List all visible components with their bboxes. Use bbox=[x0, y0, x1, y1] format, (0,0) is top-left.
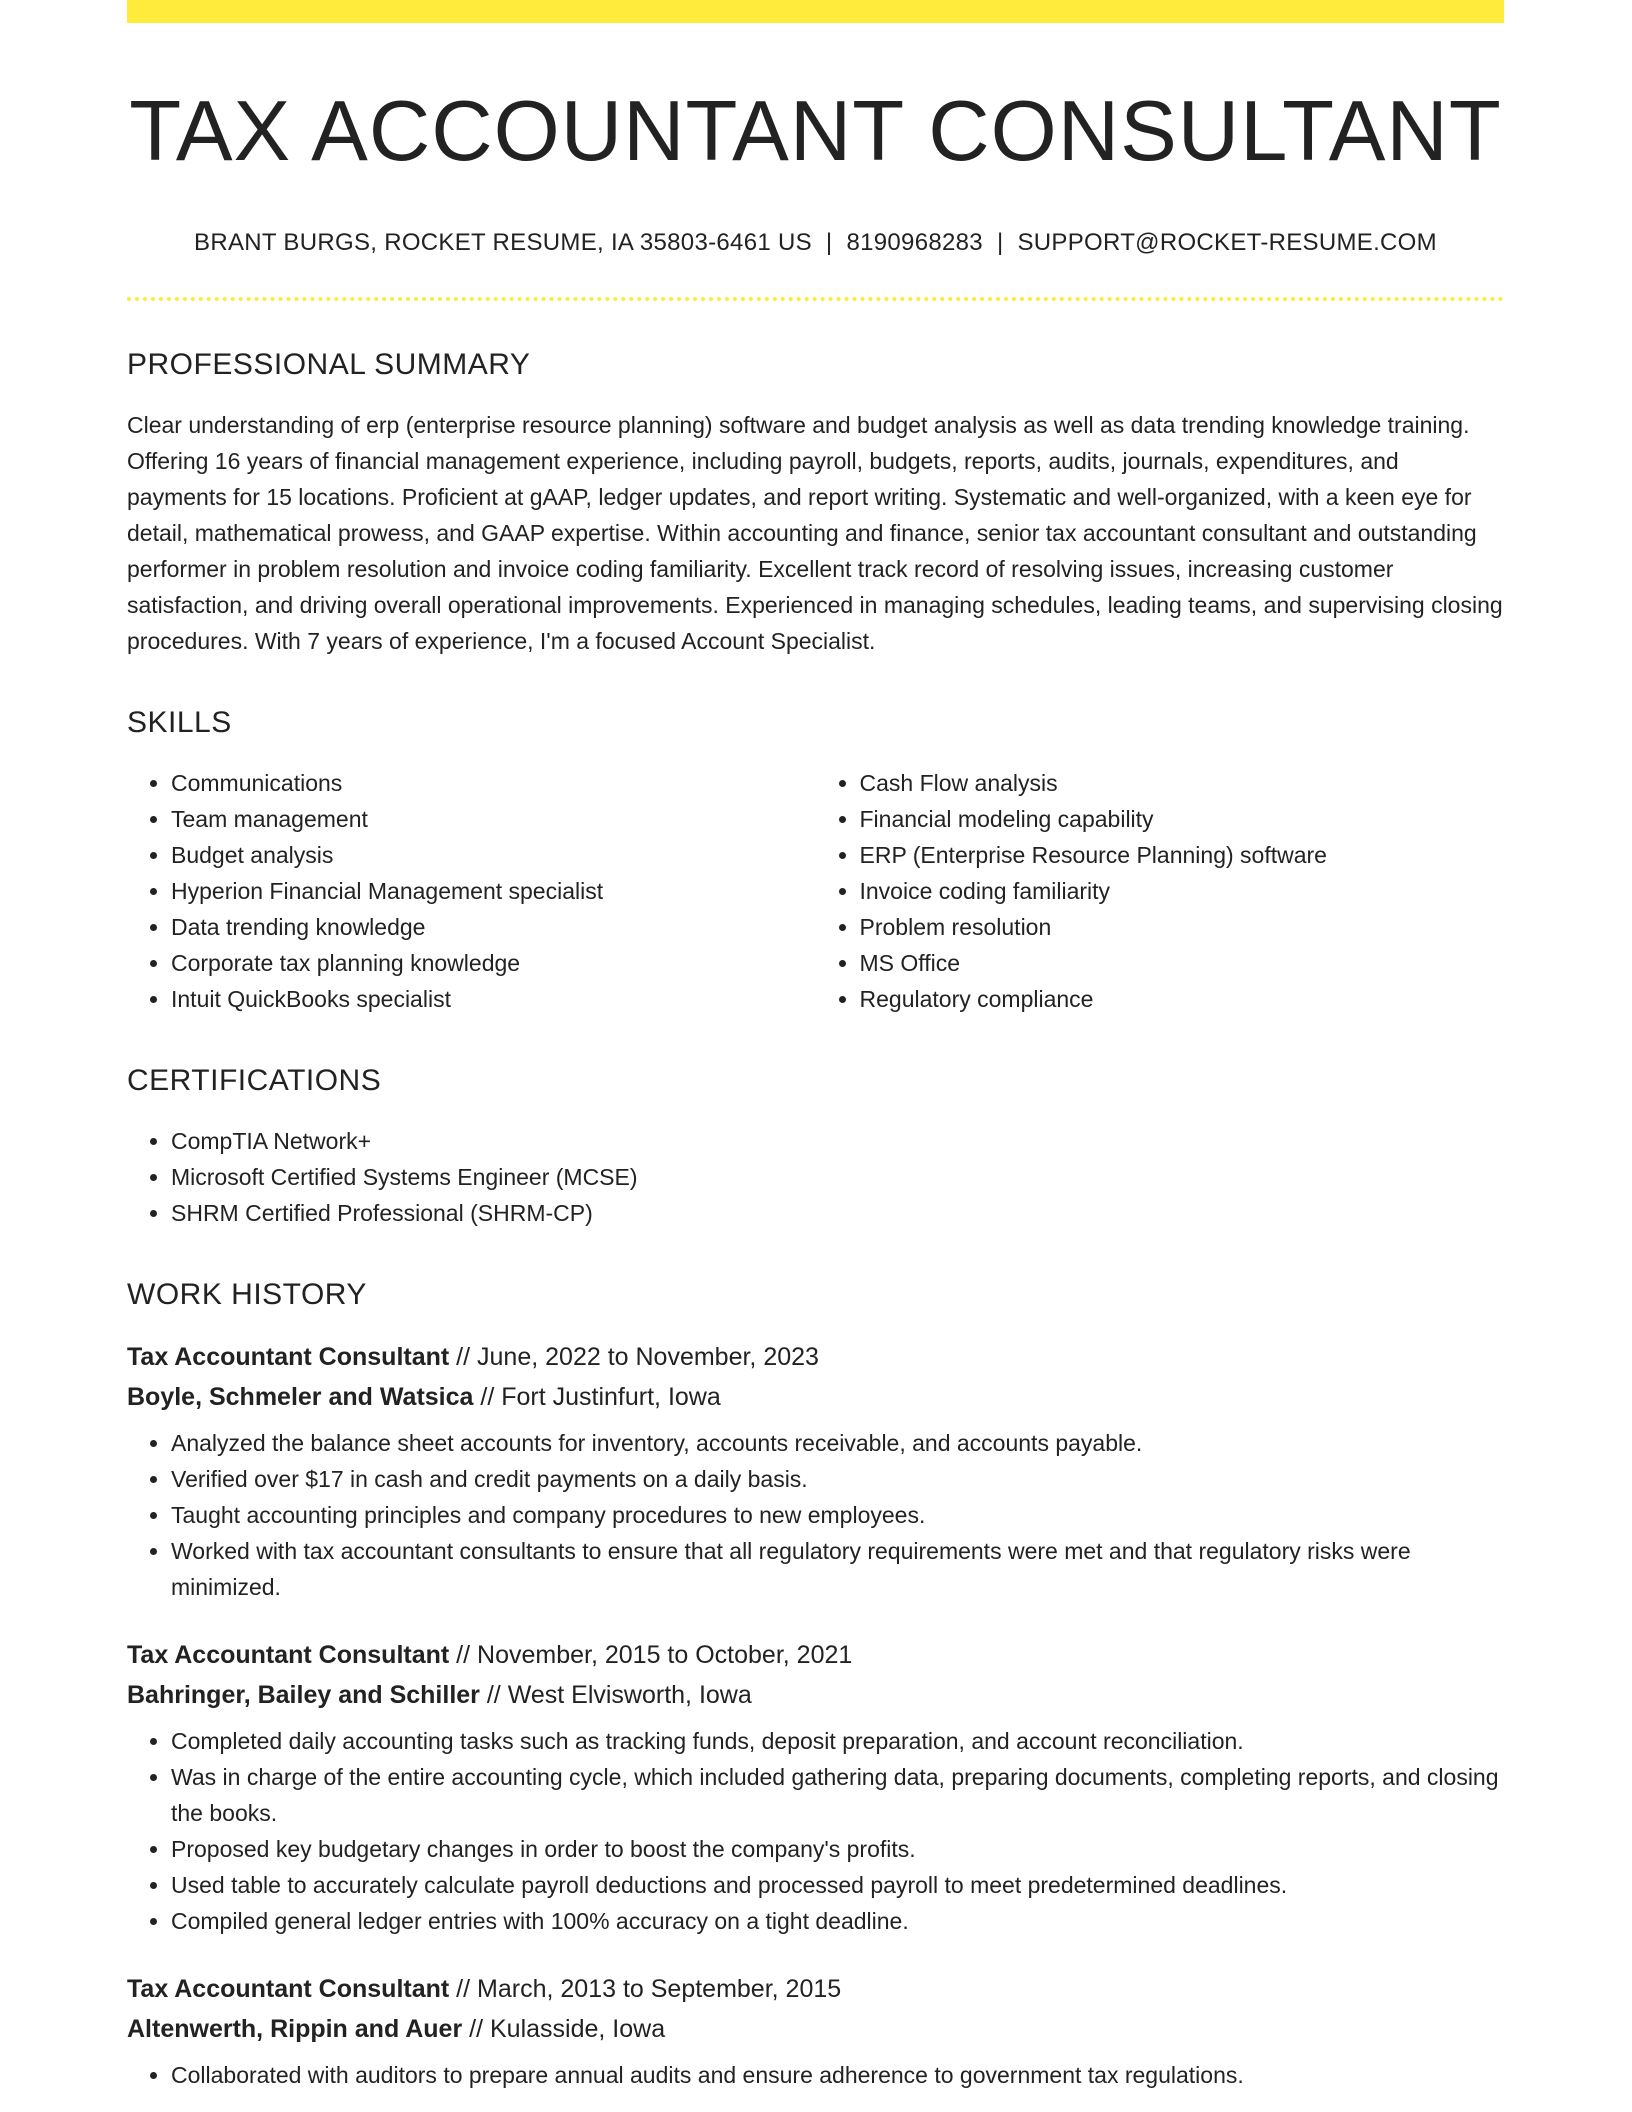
job-company: Boyle, Schmeler and Watsica bbox=[127, 1383, 474, 1411]
skill-item: • Budget analysis bbox=[171, 837, 816, 873]
skills-section bbox=[127, 705, 1504, 1017]
contact-separator: | bbox=[825, 229, 833, 256]
delimiter: // bbox=[479, 1681, 508, 1709]
job-title: Tax Accountant Consultant bbox=[127, 1975, 450, 2003]
job-entry bbox=[127, 1337, 1504, 1605]
contact-address: BRANT BURGS, ROCKET RESUME, IA 35803-6461 US bbox=[194, 229, 812, 256]
contact-separator: | bbox=[996, 229, 1004, 256]
skill-item: • Regulatory compliance bbox=[860, 981, 1505, 1017]
job-location: Fort Justinfurt, Iowa bbox=[501, 1383, 721, 1411]
job-title-line bbox=[127, 1969, 1504, 2009]
certification-item: • SHRM Certified Professional (SHRM-CP) bbox=[171, 1195, 1504, 1231]
delimiter: // bbox=[449, 1975, 478, 2003]
skills-list-left bbox=[127, 765, 816, 1017]
resume-page bbox=[127, 0, 1504, 2093]
contact-line bbox=[127, 227, 1504, 259]
skill-item: • Corporate tax planning knowledge bbox=[171, 945, 816, 981]
job-entry bbox=[127, 1969, 1504, 2093]
job-bullet: • Collaborated with auditors to prepare annual audits and ensure adherence to government tax regulations. bbox=[171, 2057, 1504, 2093]
skill-item: • Problem resolution bbox=[860, 909, 1505, 945]
job-company: Bahringer, Bailey and Schiller bbox=[127, 1681, 480, 1709]
skills-list-right bbox=[816, 765, 1505, 1017]
skills-columns bbox=[127, 765, 1504, 1017]
job-bullets bbox=[127, 2057, 1504, 2093]
skill-item: • Cash Flow analysis bbox=[860, 765, 1505, 801]
job-company-line bbox=[127, 2009, 1504, 2049]
certification-item: • Microsoft Certified Systems Engineer (MCSE) bbox=[171, 1159, 1504, 1195]
delimiter: // bbox=[462, 2015, 490, 2043]
skill-item: • MS Office bbox=[860, 945, 1505, 981]
delimiter: // bbox=[473, 1383, 502, 1411]
job-entry bbox=[127, 1635, 1504, 1939]
job-dates: March, 2013 to September, 2015 bbox=[477, 1975, 842, 2003]
job-bullet: • Was in charge of the entire accounting cycle, which included gathering data, preparing documents, completing reports, and closing the books. bbox=[171, 1759, 1504, 1831]
delimiter: // bbox=[449, 1343, 478, 1371]
job-title-line bbox=[127, 1635, 1504, 1675]
job-bullet: • Proposed key budgetary changes in order to boost the company's profits. bbox=[171, 1831, 1504, 1867]
job-company-line bbox=[127, 1675, 1504, 1715]
page-title: TAX ACCOUNTANT CONSULTANT bbox=[129, 84, 1502, 179]
skill-item: • Data trending knowledge bbox=[171, 909, 816, 945]
job-bullet: • Completed daily accounting tasks such as tracking funds, deposit preparation, and account reconciliation. bbox=[171, 1723, 1504, 1759]
job-location: Kulasside, Iowa bbox=[490, 2015, 666, 2043]
delimiter: // bbox=[449, 1641, 478, 1669]
dotted-divider bbox=[127, 297, 1504, 301]
job-bullet: • Used table to accurately calculate payroll deductions and processed payroll to meet predetermined deadlines. bbox=[171, 1867, 1504, 1903]
job-bullets bbox=[127, 1425, 1504, 1605]
job-bullet: • Verified over $17 in cash and credit payments on a daily basis. bbox=[171, 1461, 1504, 1497]
accent-bar bbox=[127, 0, 1504, 23]
section-heading-certifications: CERTIFICATIONS bbox=[127, 1064, 382, 1097]
skill-item: • Team management bbox=[171, 801, 816, 837]
job-dates: June, 2022 to November, 2023 bbox=[477, 1343, 819, 1371]
job-bullet: • Worked with tax accountant consultants to ensure that all regulatory requirements were met and that regulatory risks were minimized. bbox=[171, 1533, 1504, 1605]
section-heading-skills: SKILLS bbox=[127, 706, 232, 739]
summary-text: Clear understanding of erp (enterprise resource planning) software and budget analysis as well as data trending knowledge training. Offering 16 years of financial management experience, including payroll, budgets, reports, audits, journals, expenditures, and payments for 15 locations. Proficient at gAAP, ledger updates, and report writing. Systematic and well-organized, with a keen eye for detail, mathematical prowess, and GAAP expertise. Within accounting and finance, senior tax accountant consultant and outstanding performer in problem resolution and invoice coding familiarity. Excellent track record of resolving issues, increasing customer satisfaction, and driving overall operational improvements. Experienced in managing schedules, leading teams, and supervising closing procedures. With 7 years of experience, I'm a focused Account Specialist. bbox=[127, 412, 1503, 654]
skill-item: • Intuit QuickBooks specialist bbox=[171, 981, 816, 1017]
job-bullet: • Taught accounting principles and company procedures to new employees. bbox=[171, 1497, 1504, 1533]
skill-item: • Invoice coding familiarity bbox=[860, 873, 1505, 909]
skill-item: • ERP (Enterprise Resource Planning) software bbox=[860, 837, 1505, 873]
work-history-section bbox=[127, 1277, 1504, 2093]
job-company-line bbox=[127, 1377, 1504, 1417]
job-title-line bbox=[127, 1337, 1504, 1377]
job-title: Tax Accountant Consultant bbox=[127, 1343, 450, 1371]
section-heading-summary: PROFESSIONAL SUMMARY bbox=[127, 348, 531, 381]
certifications-list bbox=[127, 1123, 1504, 1231]
section-heading-work-history: WORK HISTORY bbox=[127, 1278, 367, 1311]
job-location: West Elvisworth, Iowa bbox=[507, 1681, 752, 1709]
contact-email: SUPPORT@ROCKET-RESUME.COM bbox=[1017, 229, 1437, 256]
job-bullet: • Compiled general ledger entries with 100% accuracy on a tight deadline. bbox=[171, 1903, 1504, 1939]
contact-phone: 8190968283 bbox=[846, 229, 983, 256]
summary-section bbox=[127, 347, 1504, 659]
job-title: Tax Accountant Consultant bbox=[127, 1641, 450, 1669]
certification-item: • CompTIA Network+ bbox=[171, 1123, 1504, 1159]
skill-item: • Communications bbox=[171, 765, 816, 801]
job-bullet: • Analyzed the balance sheet accounts for inventory, accounts receivable, and accounts payable. bbox=[171, 1425, 1504, 1461]
job-bullets bbox=[127, 1723, 1504, 1939]
certifications-section bbox=[127, 1063, 1504, 1231]
job-dates: November, 2015 to October, 2021 bbox=[477, 1641, 853, 1669]
skill-item: • Hyperion Financial Management specialist bbox=[171, 873, 816, 909]
job-company: Altenwerth, Rippin and Auer bbox=[127, 2015, 463, 2043]
skill-item: • Financial modeling capability bbox=[860, 801, 1505, 837]
